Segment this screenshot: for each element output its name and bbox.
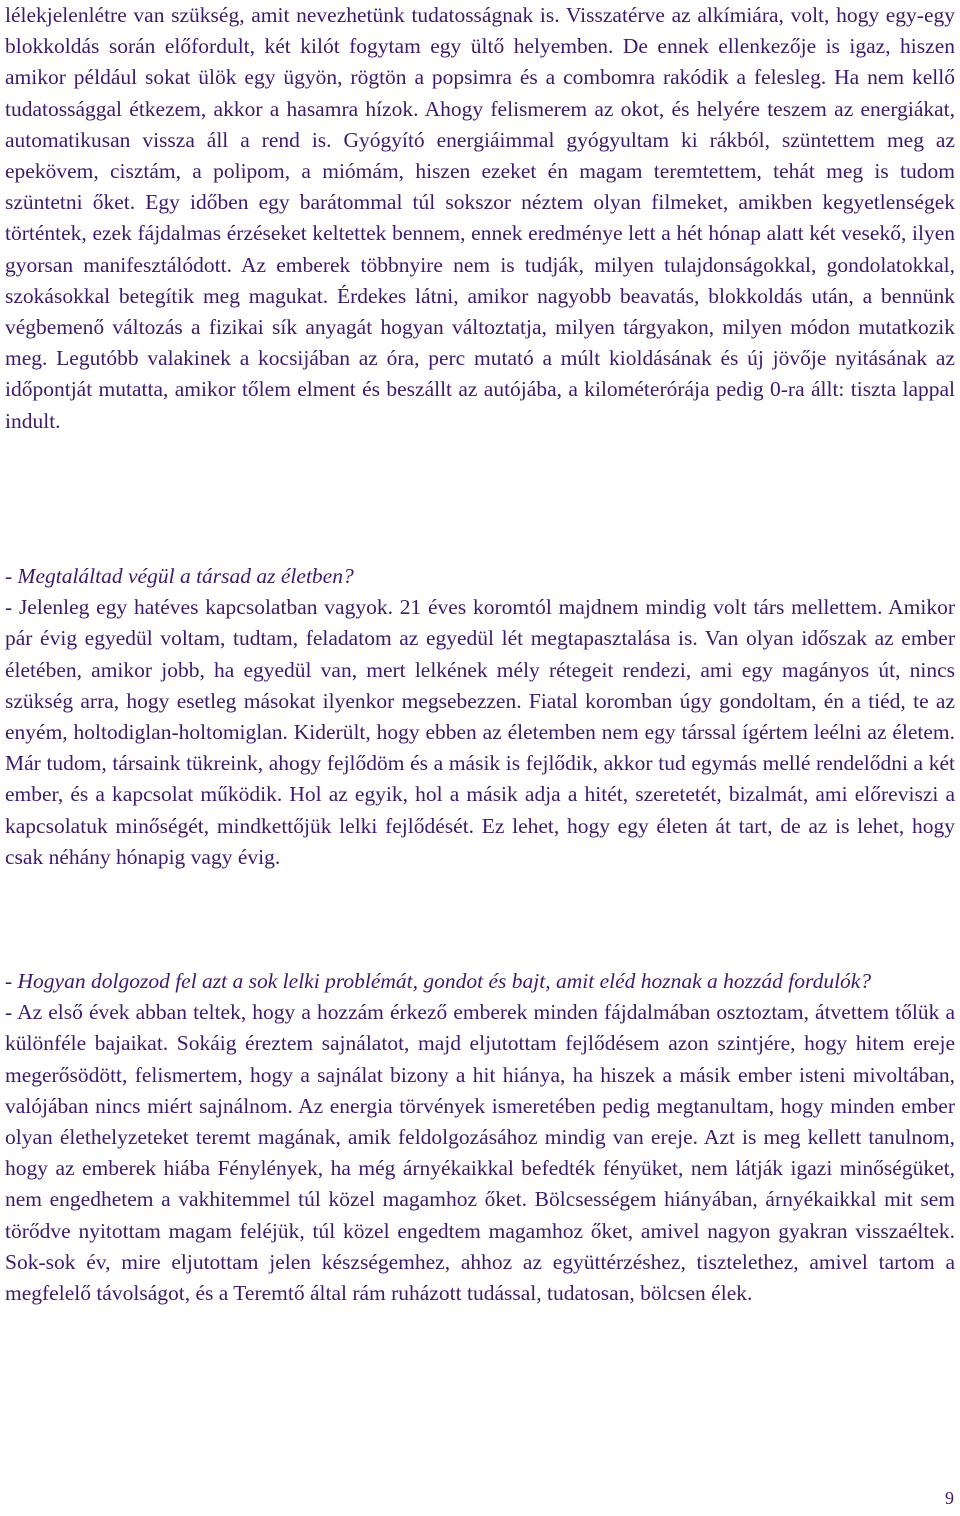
interview-answer: - Az első évek abban teltek, hogy a hozzám érkező emberek minden fájdalmában osztoztam, átvettem tőlük a különféle bajaikat. Sokáig éreztem sajnálatot, majd eljutottam fejlődésem azon szintjére, hogy hitem ereje megerősödött, felismertem, hogy a sajnálat bizony a hit hiánya, ha hiszek a másik ember isteni mivoltában, valójában nincs miért sajnálnom. Az energia törvények ismeretében pedig megtanultam, hogy minden ember olyan élethelyzeteket teremt magának, amik feldolgozásához mindig van ereje. Azt is meg kellett tanulnom, hogy az emberek hiába Fénylények, ha még árnyékaikkal befedték fényüket, nem látják igazi minőségüket, nem engedhetem a vakhitemmel túl közel magamhoz őket. Bölcsességem hiányában, árnyékaikkal mit sem törődve nyitottam magam feléjük, túl közel engedtem magamhoz őket, amivel nagyon gyakran visszaéltek. Sok-sok év, mire eljutottam jelen készségemhez, ahhoz az együttérzéshez, tisztelethez, amivel tartom a megfelelő távolságot, és a Teremtő által rám ruházott tudással, tudatosan, bölcsen élek. <box>5 1000 955 1306</box>
text-block-interview-problems <box>5 966 955 1309</box>
paragraph-body: lélekjelenlétre van szükség, amit nevezhetünk tudatosságnak is. Visszatérve az alkímiára, volt, hogy egy-egy blokkoldás során előfordult, két kilót fogytam egy ültő helyemben. De ennek ellenkezője is igaz, hiszen amikor például sokat ülök egy ügyön, rögtön a popsimra és a combomra rakódik a felesleg. Ha nem kellő tudatossággal étkezem, akkor a hasamra hízok. Ahogy felismerem az okot, és helyére teszem az energiákat, automatikusan vissza áll a rend is. Gyógyító energiáimmal gyógyultam ki rákból, szüntettem meg az epekövem, cisztám, a polipom, a miómám, hiszen ezeket én magam teremtettem, tehát meg is tudom szüntetni őket. Egy időben egy barátommal túl sokszor néztem olyan filmeket, amikben kegyetlenségek történtek, ezek fájdalmas érzéseket keltettek bennem, ennek eredménye lett a hét hónap alatt két vesekő, ilyen gyorsan manifesztálódott. Az emberek többnyire nem is tudják, milyen tulajdonságokkal, gondolatokkal, szokásokkal betegítik meg magukat. Érdekes látni, amikor nagyobb beavatás, blokkoldás után, a bennünk végbemenő változás a fizikai sík anyagát hogyan változtatja, milyen tárgyakon, milyen módon mutatkozik meg. Legutóbb valakinek a kocsijában az óra, perc mutató a múlt kioldásának és új jövője nyitásának az időpontját mutatta, amikor tőlem elment és beszállt az autójába, a kilométerórája pedig 0-ra állt: tiszta lappal indult. <box>5 3 955 433</box>
interview-question <box>5 561 955 592</box>
question-text: - Megtaláltad végül a társad az életben? <box>5 564 354 588</box>
question-text: - Hogyan dolgozod fel azt a sok lelki problémát, gondot és bajt, amit eléd hoznak a hozzád fordulók? <box>5 969 872 993</box>
interview-question <box>5 966 955 997</box>
page-number: 9 <box>945 1488 954 1508</box>
text-block-interview-partner <box>5 561 955 873</box>
text-block-intro <box>5 0 955 437</box>
interview-answer: - Jelenleg egy hatéves kapcsolatban vagyok. 21 éves koromtól majdnem mindig volt társ mellettem. Amikor pár évig egyedül voltam, tudtam, feladatom az egyedül lét megtapasztalása is. Van olyan időszak az ember életében, amikor jobb, ha egyedül van, mert lelkének mély rétegeit rendezi, ami egy magányos út, nincs szükség arra, hogy esetleg másokat ilyenkor megsebezzen. Fiatal koromban úgy gondoltam, én a tiéd, te az enyém, holtodiglan-holtomiglan. Kiderült, hogy ebben az életemben nem egy társsal ígértem leélni az életem. Már tudom, társaink tükreink, ahogy fejlődöm és a másik is fejlődik, akkor tud egymás mellé rendelődni a két ember, és a kapcsolat működik. Hol az egyik, hol a másik adja a hitét, szeretetét, bizalmát, ami előreviszi a kapcsolatuk minőségét, mindkettőjük lelki fejlődését. Ez lehet, hogy egy életen át tart, de az is lehet, hogy csak néhány hónapig vagy évig. <box>5 595 955 869</box>
